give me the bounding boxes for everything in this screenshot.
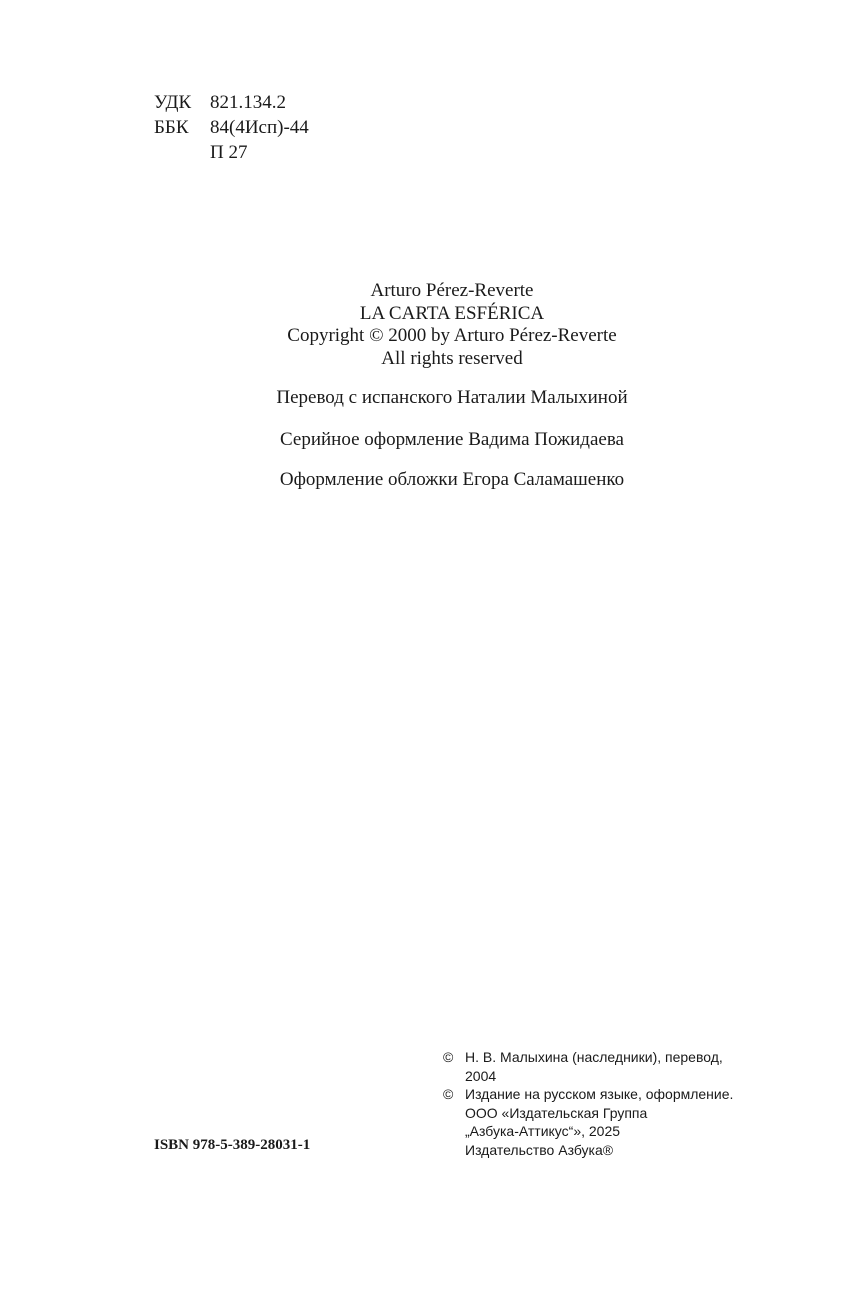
copyright-mark: © [443, 1049, 454, 1065]
classification-codes [154, 90, 309, 165]
udk-row [154, 90, 309, 115]
legal-notices [443, 1048, 773, 1159]
original-title: LA CARTA ESFÉRICA [359, 302, 545, 324]
translation-copyright-text: Н. В. Малыхина (наследники), перевод, 2004 [465, 1049, 723, 1084]
edition-copyright [443, 1085, 773, 1159]
bbk-value: 84(4Исп)-44 [210, 117, 309, 138]
udk-label: УДК [154, 92, 192, 113]
original-author: Arturo Pérez-Reverte [370, 280, 534, 301]
original-copyright: Copyright © 2000 by Arturo Pérez-Reverte [287, 325, 617, 346]
series-design-credit: Серийное оформление Вадима Пожидаева [280, 429, 624, 450]
translation-credit: Перевод с испанского Наталии Малыхиной [276, 387, 628, 408]
cover-design-credit: Оформление обложки Егора Саламашенко [279, 469, 625, 490]
author-mark-value: П 27 [210, 142, 248, 163]
original-copyright-block [0, 280, 856, 370]
bbk-label: ББК [154, 117, 189, 138]
udk-value: 821.134.2 [210, 92, 286, 113]
translation-copyright [443, 1048, 773, 1085]
isbn: ISBN 978-5-389-28031-1 [154, 1137, 311, 1153]
edition-copyright-text: Издание на русском языке, оформление. ООО «Издательская Группа „Азбука-Аттикус“», 2025 Издательство Азбука® [465, 1086, 734, 1158]
author-mark-label [154, 140, 210, 165]
copyright-mark: © [443, 1086, 454, 1102]
rights-statement: All rights reserved [381, 347, 523, 369]
bbk-row [154, 115, 309, 140]
author-mark-row [154, 140, 309, 165]
